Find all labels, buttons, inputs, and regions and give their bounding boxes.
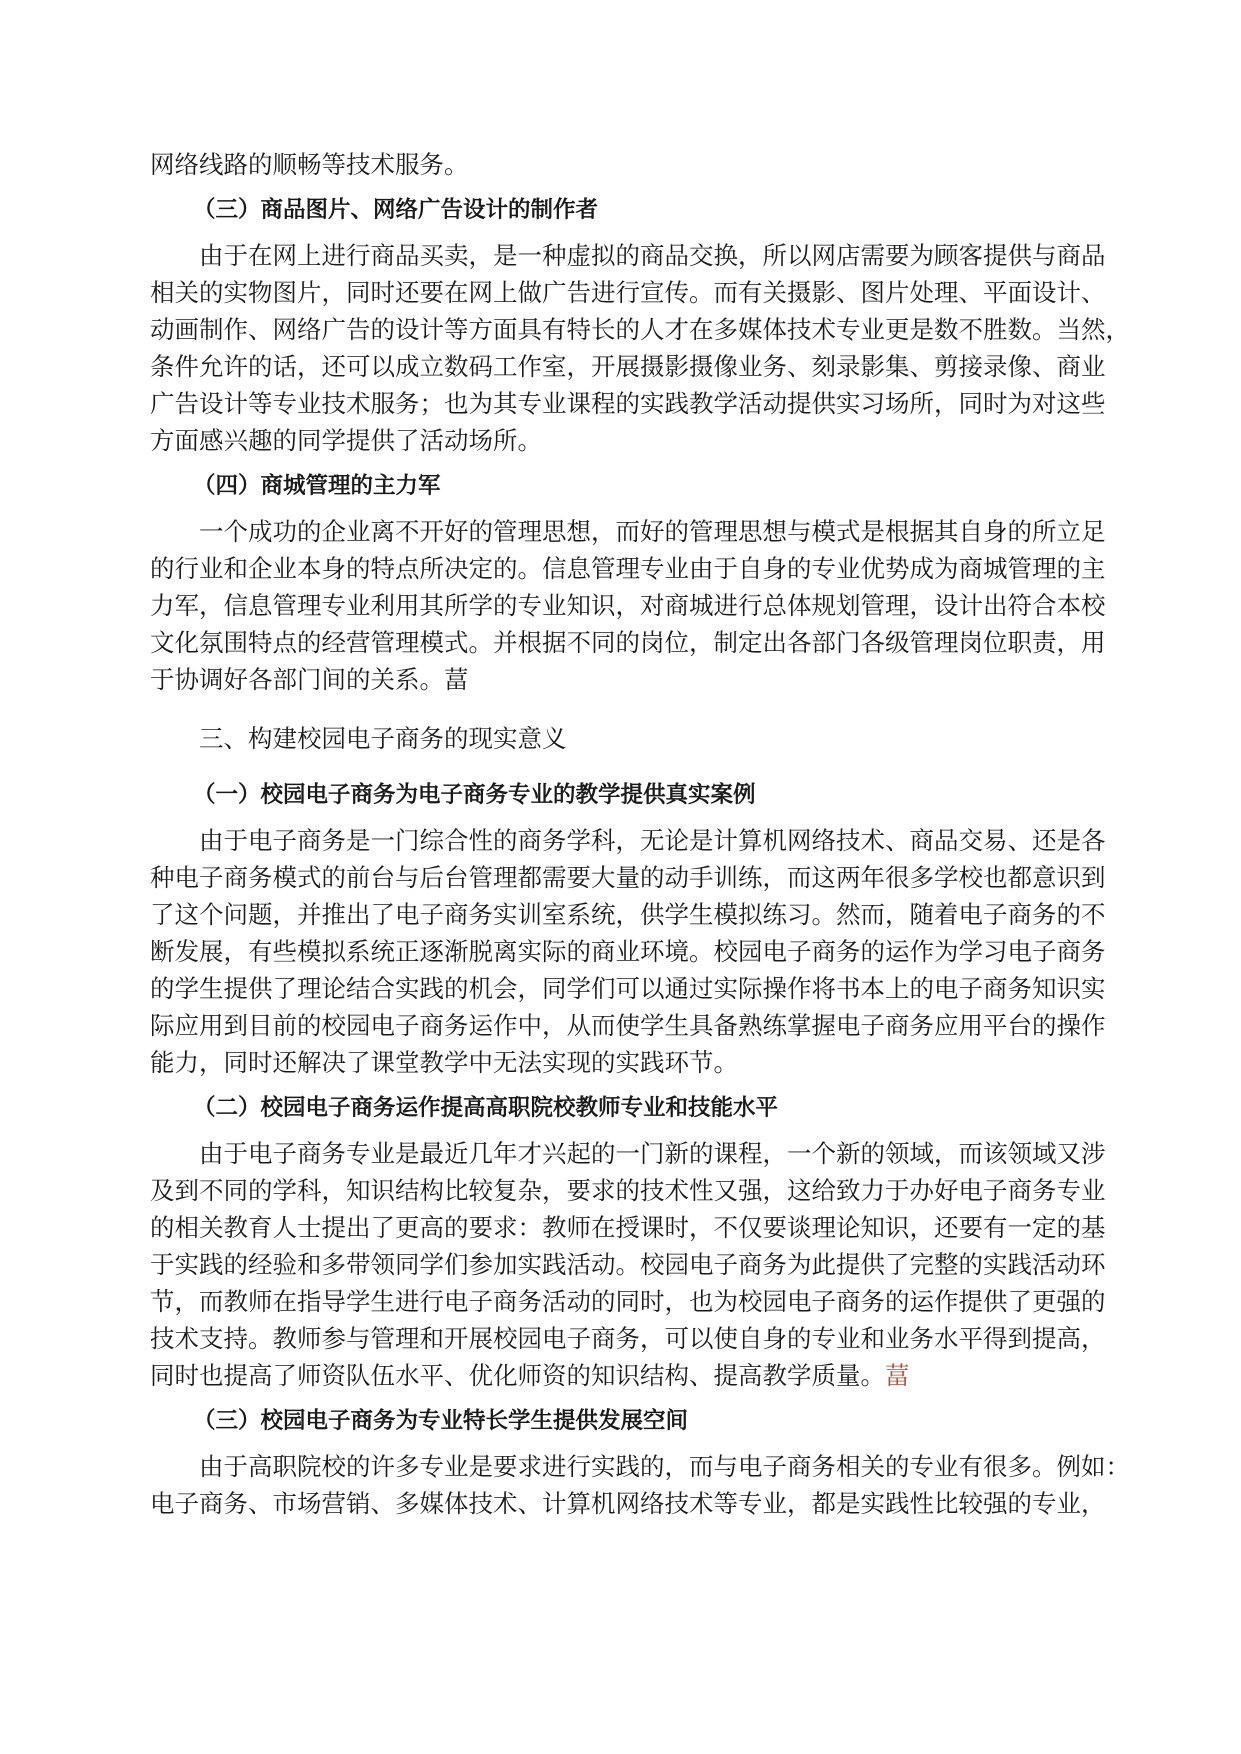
paragraph-line: 及到不同的学科，知识结构比较复杂，要求的技术性又强，这给致力于办好电子商务专业 xyxy=(150,1176,1106,1205)
paragraph-line: 相关的实物图片，同时还要在网上做广告进行宣传。而有关摄影、图片处理、平面设计、 xyxy=(150,278,1106,307)
paragraph-line xyxy=(150,1357,1112,1394)
paragraph-line: 际应用到目前的校园电子商务运作中，从而使学生具备熟练掌握电子商务应用平台的操作 xyxy=(150,1011,1106,1040)
subsection-heading: （二）校园电子商务运作提高高职院校教师专业和技能水平 xyxy=(193,1095,779,1121)
subsection-heading: （三）商品图片、网络广告设计的制作者 xyxy=(193,197,599,223)
paragraph-line: 由于电子商务是一门综合性的商务学科，无论是计算机网络技术、商品交易、还是各 xyxy=(199,826,1106,855)
paragraph xyxy=(150,513,1112,698)
paragraph-line: 广告设计等专业技术服务；也为其专业课程的实践教学活动提供实习场所，同时为对这些 xyxy=(150,389,1106,418)
paragraph-line: 由于在网上进行商品买卖，是一种虚拟的商品交换，所以网店需要为顾客提供与商品 xyxy=(199,241,1106,270)
paragraph-line: 的相关教育人士提出了更高的要求：教师在授课时，不仅要谈理论知识，还要有一定的基 xyxy=(150,1213,1106,1242)
section-title: 三、构建校园电子商务的现实意义 xyxy=(199,724,567,753)
paragraph-line: 了这个问题，并推出了电子商务实训室系统，供学生模拟练习。然而，随着电子商务的不 xyxy=(150,900,1106,929)
paragraph-line: 能力，同时还解决了课堂教学中无法实现的实践环节。 xyxy=(150,1048,738,1077)
paragraph-line: 断发展，有些模拟系统正逐渐脱离实际的商业环境。校园电子商务的运作为学习电子商务 xyxy=(150,937,1106,966)
paragraph-line: 条件允许的话，还可以成立数码工作室，开展摄影摄像业务、刻录影集、剪接录像、商业 xyxy=(150,352,1106,381)
paragraph-line: 于协调好各部门间的关系。葍 xyxy=(150,665,469,694)
paragraph xyxy=(150,822,1112,1081)
paragraph-line: 由于高职院校的许多专业是要求进行实践的，而与电子商务相关的专业有很多。例如： xyxy=(199,1452,1130,1481)
document-page xyxy=(150,146,1130,1522)
end-mark: 葍 xyxy=(885,1361,910,1390)
paragraph-line: 一个成功的企业离不开好的管理思想，而好的管理思想与模式是根据其自身的所立足 xyxy=(199,517,1106,546)
paragraph-line: 电子商务、市场营销、多媒体技术、计算机网络技术等专业，都是实践性比较强的专业， xyxy=(150,1489,1106,1518)
subsection-heading: （四）商城管理的主力军 xyxy=(193,473,441,499)
paragraph-line: 网络线路的顺畅等技术服务。 xyxy=(150,150,469,179)
paragraph-line: 力军，信息管理专业利用其所学的专业知识，对商城进行总体规划管理，设计出符合本校 xyxy=(150,591,1106,620)
paragraph-line: 种电子商务模式的前台与后台管理都需要大量的动手训练，而这两年很多学校也都意识到 xyxy=(150,863,1106,892)
paragraph-line: 文化氛围特点的经营管理模式。并根据不同的岗位，制定出各部门各级管理岗位职责，用 xyxy=(150,628,1106,657)
paragraph-line: 于实践的经验和多带领同学们参加实践活动。校园电子商务为此提供了完整的实践活动环 xyxy=(150,1250,1106,1279)
paragraph-line: 技术支持。教师参与管理和开展校园电子商务，可以使自身的专业和业务水平得到提高， xyxy=(150,1324,1106,1353)
paragraph-line: 节，而教师在指导学生进行电子商务活动的同时，也为校园电子商务的运作提供了更强的 xyxy=(150,1287,1106,1316)
paragraph-line: 由于电子商务专业是最近几年才兴起的一门新的课程，一个新的领域，而该领域又涉 xyxy=(199,1139,1106,1168)
subsection-heading: （三）校园电子商务为专业特长学生提供发展空间 xyxy=(193,1408,689,1434)
paragraph-line-text: 同时也提高了师资队伍水平、优化师资的知识结构、提高教学质量。 xyxy=(150,1361,885,1390)
paragraph-line: 方面感兴趣的同学提供了活动场所。 xyxy=(150,426,542,455)
subsection-heading: （一）校园电子商务为电子商务专业的教学提供真实案例 xyxy=(193,782,756,808)
paragraph-line: 的行业和企业本身的特点所决定的。信息管理专业由于自身的专业优势成为商城管理的主 xyxy=(150,554,1106,583)
paragraph xyxy=(150,237,1130,459)
paragraph-line: 的学生提供了理论结合实践的机会，同学们可以通过实际操作将书本上的电子商务知识实 xyxy=(150,974,1106,1003)
paragraph xyxy=(150,1135,1112,1394)
paragraph xyxy=(150,1448,1130,1522)
paragraph-line: 动画制作、网络广告的设计等方面具有特长的人才在多媒体技术专业更是数不胜数。当然， xyxy=(150,315,1130,344)
